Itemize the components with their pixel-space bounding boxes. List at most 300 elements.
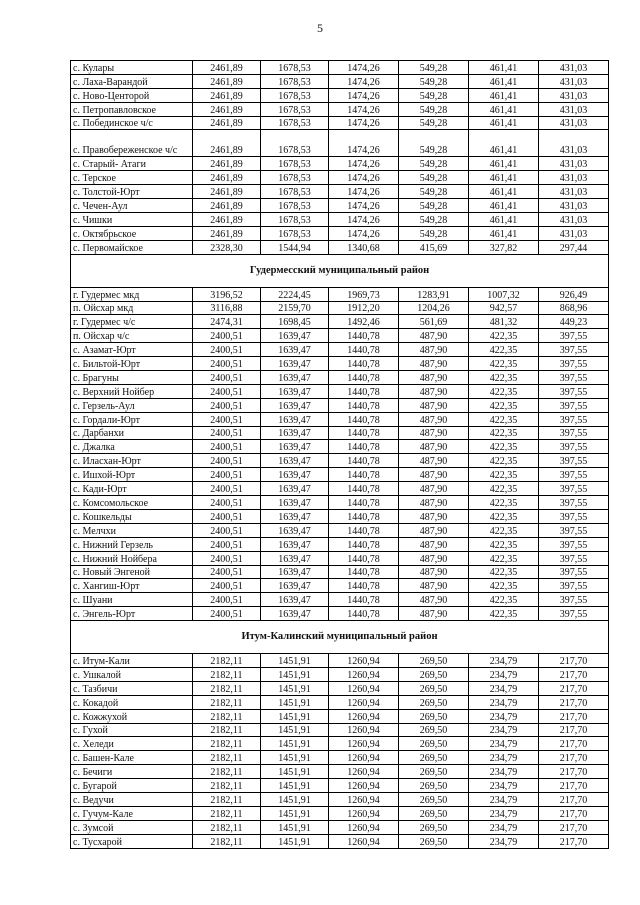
tariff-value: 422,35 (469, 454, 539, 468)
settlement-name: с. Башен-Кале (71, 751, 193, 765)
settlement-name: с. Азамат-Юрт (71, 343, 193, 357)
table-row (71, 551, 609, 565)
tariff-value: 397,55 (539, 593, 609, 607)
tariff-value: 2224,45 (261, 287, 329, 301)
tariff-value: 1678,53 (261, 130, 329, 157)
tariff-value: 422,35 (469, 565, 539, 579)
tariff-value: 1260,94 (329, 792, 399, 806)
tariff-value: 487,90 (399, 343, 469, 357)
tariff-value: 234,79 (469, 765, 539, 779)
tariff-value: 1678,53 (261, 88, 329, 102)
settlement-name: с. Герзель-Аул (71, 398, 193, 412)
tariff-value: 461,41 (469, 130, 539, 157)
tariff-value: 397,55 (539, 412, 609, 426)
settlement-name: с. Брагуны (71, 371, 193, 385)
tariff-value: 422,35 (469, 412, 539, 426)
tariff-value: 1474,26 (329, 102, 399, 116)
tariff-value: 397,55 (539, 454, 609, 468)
tariff-value: 1451,91 (261, 779, 329, 793)
tariff-value: 461,41 (469, 226, 539, 240)
tariff-value: 1969,73 (329, 287, 399, 301)
tariff-value: 487,90 (399, 482, 469, 496)
tariff-value: 431,03 (539, 171, 609, 185)
table-row (71, 240, 609, 254)
tariff-value: 415,69 (399, 240, 469, 254)
tariff-value: 1451,91 (261, 765, 329, 779)
tariff-value: 217,70 (539, 667, 609, 681)
tariff-value: 422,35 (469, 468, 539, 482)
tariff-value: 487,90 (399, 440, 469, 454)
tariff-value: 2461,89 (193, 199, 261, 213)
table-row (71, 751, 609, 765)
tariff-value: 1639,47 (261, 426, 329, 440)
tariff-value: 1451,91 (261, 723, 329, 737)
tariff-value: 461,41 (469, 199, 539, 213)
tariff-value: 2400,51 (193, 551, 261, 565)
tariff-value: 549,28 (399, 171, 469, 185)
table-row (71, 792, 609, 806)
tariff-value: 2400,51 (193, 412, 261, 426)
settlement-name: с. Нижний Нойбера (71, 551, 193, 565)
tariff-value: 397,55 (539, 496, 609, 510)
settlement-name: с. Гухой (71, 723, 193, 737)
tariff-value: 422,35 (469, 384, 539, 398)
tariff-value: 1474,26 (329, 171, 399, 185)
tariff-value: 1639,47 (261, 440, 329, 454)
tariff-value: 2400,51 (193, 426, 261, 440)
tariff-value: 1440,78 (329, 482, 399, 496)
tariff-value: 431,03 (539, 226, 609, 240)
table-row (71, 737, 609, 751)
tariff-value: 2400,51 (193, 565, 261, 579)
tariff-value: 422,35 (469, 398, 539, 412)
tariff-value: 461,41 (469, 213, 539, 227)
tariff-value: 431,03 (539, 199, 609, 213)
tariff-value: 1440,78 (329, 496, 399, 510)
tariff-value: 2182,11 (193, 737, 261, 751)
settlement-name: г. Гудермес ч/с (71, 315, 193, 329)
tariff-value: 234,79 (469, 681, 539, 695)
tariff-value: 2400,51 (193, 607, 261, 621)
table-row (71, 171, 609, 185)
tariff-value: 868,96 (539, 301, 609, 315)
tariff-value: 461,41 (469, 157, 539, 171)
tariff-value: 1639,47 (261, 551, 329, 565)
table-row (71, 482, 609, 496)
tariff-value: 422,35 (469, 551, 539, 565)
tariff-value: 422,35 (469, 523, 539, 537)
table-row (71, 681, 609, 695)
table-row (71, 343, 609, 357)
tariff-value: 2400,51 (193, 593, 261, 607)
tariff-value: 217,70 (539, 792, 609, 806)
tariff-value: 487,90 (399, 537, 469, 551)
tariff-value: 1451,91 (261, 834, 329, 848)
tariff-table (70, 60, 609, 849)
tariff-value: 2461,89 (193, 171, 261, 185)
table-row (71, 593, 609, 607)
tariff-value: 234,79 (469, 709, 539, 723)
tariff-value: 1639,47 (261, 343, 329, 357)
table-row (71, 723, 609, 737)
table-row (71, 287, 609, 301)
tariff-value: 269,50 (399, 806, 469, 820)
tariff-value: 397,55 (539, 440, 609, 454)
tariff-value: 269,50 (399, 667, 469, 681)
tariff-value: 2474,31 (193, 315, 261, 329)
tariff-value: 431,03 (539, 130, 609, 157)
tariff-value: 217,70 (539, 654, 609, 668)
tariff-value: 1440,78 (329, 384, 399, 398)
table-row (71, 496, 609, 510)
tariff-value: 549,28 (399, 102, 469, 116)
table-row (71, 116, 609, 130)
tariff-value: 269,50 (399, 765, 469, 779)
tariff-value: 269,50 (399, 695, 469, 709)
tariff-value: 234,79 (469, 695, 539, 709)
tariff-value: 269,50 (399, 681, 469, 695)
tariff-value: 3196,52 (193, 287, 261, 301)
table-row (71, 806, 609, 820)
tariff-value: 1474,26 (329, 226, 399, 240)
table-row (71, 440, 609, 454)
tariff-value: 1451,91 (261, 806, 329, 820)
tariff-value: 397,55 (539, 468, 609, 482)
tariff-value: 2400,51 (193, 523, 261, 537)
settlement-name: п. Ойсхар мкд (71, 301, 193, 315)
tariff-value: 2182,11 (193, 806, 261, 820)
tariff-value: 461,41 (469, 116, 539, 130)
settlement-name: с. Нижний Герзель (71, 537, 193, 551)
tariff-value: 449,23 (539, 315, 609, 329)
tariff-value: 549,28 (399, 88, 469, 102)
tariff-value: 217,70 (539, 723, 609, 737)
tariff-value: 217,70 (539, 765, 609, 779)
table-row (71, 371, 609, 385)
tariff-value: 2182,11 (193, 751, 261, 765)
tariff-value: 1474,26 (329, 74, 399, 88)
tariff-value: 487,90 (399, 579, 469, 593)
tariff-value: 234,79 (469, 723, 539, 737)
tariff-value: 2461,89 (193, 213, 261, 227)
tariff-value: 1678,53 (261, 61, 329, 75)
tariff-value: 1474,26 (329, 116, 399, 130)
tariff-value: 234,79 (469, 806, 539, 820)
tariff-value: 2182,11 (193, 779, 261, 793)
table-row (71, 74, 609, 88)
tariff-value: 1639,47 (261, 537, 329, 551)
settlement-name: с. Побединское ч/с (71, 116, 193, 130)
table-row (71, 454, 609, 468)
settlement-name: с. Иласхан-Юрт (71, 454, 193, 468)
settlement-name: с. Правобереженское ч/с (71, 130, 193, 157)
tariff-value: 269,50 (399, 723, 469, 737)
tariff-value: 217,70 (539, 737, 609, 751)
tariff-value: 2400,51 (193, 329, 261, 343)
tariff-value: 2400,51 (193, 371, 261, 385)
tariff-value: 2182,11 (193, 667, 261, 681)
tariff-value: 1440,78 (329, 537, 399, 551)
tariff-value: 431,03 (539, 88, 609, 102)
tariff-value: 422,35 (469, 329, 539, 343)
tariff-value: 1639,47 (261, 607, 329, 621)
tariff-value: 1639,47 (261, 579, 329, 593)
settlement-name: с. Бечиги (71, 765, 193, 779)
tariff-value: 1260,94 (329, 667, 399, 681)
tariff-value: 397,55 (539, 384, 609, 398)
tariff-value: 2461,89 (193, 74, 261, 88)
tariff-value: 487,90 (399, 398, 469, 412)
tariff-value: 1440,78 (329, 468, 399, 482)
tariff-value: 397,55 (539, 509, 609, 523)
tariff-value: 397,55 (539, 579, 609, 593)
table-row (71, 565, 609, 579)
tariff-value: 2461,89 (193, 185, 261, 199)
tariff-value: 487,90 (399, 593, 469, 607)
settlement-name: с. Джалка (71, 440, 193, 454)
tariff-value: 1474,26 (329, 185, 399, 199)
tariff-value: 217,70 (539, 681, 609, 695)
tariff-value: 431,03 (539, 185, 609, 199)
tariff-value: 1204,26 (399, 301, 469, 315)
tariff-value: 2461,89 (193, 130, 261, 157)
tariff-value: 461,41 (469, 102, 539, 116)
settlement-name: с. Кокадой (71, 695, 193, 709)
table-row (71, 412, 609, 426)
tariff-value: 1260,94 (329, 779, 399, 793)
tariff-value: 487,90 (399, 509, 469, 523)
tariff-value: 2461,89 (193, 88, 261, 102)
tariff-value: 1440,78 (329, 454, 399, 468)
tariff-value: 1678,53 (261, 171, 329, 185)
table-row (71, 199, 609, 213)
tariff-value: 461,41 (469, 88, 539, 102)
tariff-value: 487,90 (399, 565, 469, 579)
tariff-value: 269,50 (399, 820, 469, 834)
tariff-value: 431,03 (539, 102, 609, 116)
tariff-value: 431,03 (539, 157, 609, 171)
tariff-value: 1260,94 (329, 695, 399, 709)
tariff-value: 2182,11 (193, 654, 261, 668)
district-heading: Гудермесский муниципальный район (71, 254, 609, 287)
settlement-name: с. Дарбанхи (71, 426, 193, 440)
tariff-value: 2400,51 (193, 537, 261, 551)
table-row (71, 185, 609, 199)
tariff-value: 2400,51 (193, 384, 261, 398)
tariff-value: 1678,53 (261, 213, 329, 227)
tariff-value: 2182,11 (193, 792, 261, 806)
tariff-value: 1440,78 (329, 440, 399, 454)
tariff-value: 549,28 (399, 61, 469, 75)
tariff-value: 234,79 (469, 779, 539, 793)
tariff-value: 2400,51 (193, 468, 261, 482)
settlement-name: с. Бильтой-Юрт (71, 357, 193, 371)
table-row (71, 468, 609, 482)
tariff-value: 487,90 (399, 426, 469, 440)
table-row (71, 315, 609, 329)
tariff-value: 487,90 (399, 412, 469, 426)
tariff-value: 2461,89 (193, 157, 261, 171)
tariff-value: 1639,47 (261, 371, 329, 385)
tariff-value: 487,90 (399, 607, 469, 621)
tariff-value: 234,79 (469, 820, 539, 834)
tariff-value: 1474,26 (329, 157, 399, 171)
tariff-value: 487,90 (399, 329, 469, 343)
tariff-value: 1440,78 (329, 593, 399, 607)
settlement-name: с. Ишхой-Юрт (71, 468, 193, 482)
tariff-value: 269,50 (399, 737, 469, 751)
tariff-value: 2461,89 (193, 226, 261, 240)
settlement-name: с. Первомайское (71, 240, 193, 254)
tariff-value: 1639,47 (261, 482, 329, 496)
settlement-name: с. Зумсой (71, 820, 193, 834)
tariff-value: 397,55 (539, 537, 609, 551)
tariff-value: 397,55 (539, 551, 609, 565)
settlement-name: с. Верхний Нойбер (71, 384, 193, 398)
tariff-value: 397,55 (539, 398, 609, 412)
tariff-value: 234,79 (469, 667, 539, 681)
tariff-value: 2400,51 (193, 509, 261, 523)
tariff-value: 1260,94 (329, 820, 399, 834)
settlement-name: с. Комсомольское (71, 496, 193, 510)
tariff-value: 1451,91 (261, 709, 329, 723)
tariff-table-body (71, 61, 609, 849)
tariff-value: 269,50 (399, 751, 469, 765)
tariff-value: 1260,94 (329, 806, 399, 820)
tariff-value: 397,55 (539, 523, 609, 537)
settlement-name: с. Чечен-Аул (71, 199, 193, 213)
table-row (71, 607, 609, 621)
tariff-value: 422,35 (469, 343, 539, 357)
settlement-name: с. Энгель-Юрт (71, 607, 193, 621)
tariff-value: 1440,78 (329, 551, 399, 565)
tariff-value: 1678,53 (261, 185, 329, 199)
settlement-name: с. Кожжухой (71, 709, 193, 723)
settlement-name: с. Октябрьское (71, 226, 193, 240)
tariff-value: 1492,46 (329, 315, 399, 329)
tariff-value: 1440,78 (329, 357, 399, 371)
tariff-value: 1451,91 (261, 737, 329, 751)
settlement-name: с. Кади-Юрт (71, 482, 193, 496)
settlement-name: с. Бугарой (71, 779, 193, 793)
tariff-value: 397,55 (539, 426, 609, 440)
tariff-value: 431,03 (539, 74, 609, 88)
tariff-value: 2182,11 (193, 834, 261, 848)
settlement-name: с. Петропавловское (71, 102, 193, 116)
tariff-value: 422,35 (469, 509, 539, 523)
table-row (71, 102, 609, 116)
tariff-value: 487,90 (399, 468, 469, 482)
tariff-value: 1639,47 (261, 523, 329, 537)
tariff-value: 926,49 (539, 287, 609, 301)
tariff-value: 1678,53 (261, 157, 329, 171)
tariff-value: 1440,78 (329, 412, 399, 426)
tariff-value: 1639,47 (261, 454, 329, 468)
tariff-value: 487,90 (399, 454, 469, 468)
tariff-value: 1451,91 (261, 681, 329, 695)
tariff-value: 217,70 (539, 695, 609, 709)
table-row (71, 301, 609, 315)
tariff-value: 397,55 (539, 607, 609, 621)
table-row (71, 398, 609, 412)
tariff-value: 561,69 (399, 315, 469, 329)
tariff-value: 1474,26 (329, 61, 399, 75)
tariff-value: 481,32 (469, 315, 539, 329)
tariff-value: 2400,51 (193, 482, 261, 496)
tariff-value: 1474,26 (329, 88, 399, 102)
table-row (71, 509, 609, 523)
table-row (71, 61, 609, 75)
tariff-value: 2400,51 (193, 398, 261, 412)
tariff-value: 1451,91 (261, 751, 329, 765)
tariff-value: 461,41 (469, 185, 539, 199)
tariff-value: 2182,11 (193, 695, 261, 709)
tariff-value: 422,35 (469, 537, 539, 551)
tariff-value: 461,41 (469, 74, 539, 88)
settlement-name: с. Лаха-Варандой (71, 74, 193, 88)
tariff-value: 431,03 (539, 213, 609, 227)
tariff-value: 217,70 (539, 806, 609, 820)
tariff-value: 1440,78 (329, 343, 399, 357)
tariff-value: 1007,32 (469, 287, 539, 301)
table-row (71, 765, 609, 779)
settlement-name: с. Тазбичи (71, 681, 193, 695)
tariff-value: 397,55 (539, 565, 609, 579)
tariff-value: 397,55 (539, 482, 609, 496)
tariff-value: 397,55 (539, 329, 609, 343)
tariff-value: 422,35 (469, 593, 539, 607)
tariff-value: 487,90 (399, 371, 469, 385)
tariff-value: 2328,30 (193, 240, 261, 254)
tariff-value: 2400,51 (193, 454, 261, 468)
tariff-value: 1451,91 (261, 792, 329, 806)
tariff-value: 1698,45 (261, 315, 329, 329)
page-number: 5 (317, 21, 323, 35)
settlement-name: с. Терское (71, 171, 193, 185)
tariff-value: 422,35 (469, 371, 539, 385)
settlement-name: г. Гудермес мкд (71, 287, 193, 301)
tariff-value: 217,70 (539, 820, 609, 834)
tariff-value: 2461,89 (193, 102, 261, 116)
tariff-value: 297,44 (539, 240, 609, 254)
tariff-value: 422,35 (469, 496, 539, 510)
tariff-value: 397,55 (539, 357, 609, 371)
tariff-value: 2182,11 (193, 709, 261, 723)
tariff-value: 487,90 (399, 496, 469, 510)
tariff-value: 549,28 (399, 185, 469, 199)
settlement-name: с. Кошкельды (71, 509, 193, 523)
table-row (71, 213, 609, 227)
tariff-value: 2159,70 (261, 301, 329, 315)
tariff-value: 1440,78 (329, 398, 399, 412)
settlement-name: с. Чишки (71, 213, 193, 227)
tariff-value: 431,03 (539, 61, 609, 75)
tariff-value: 549,28 (399, 130, 469, 157)
tariff-value: 1639,47 (261, 496, 329, 510)
tariff-value: 549,28 (399, 116, 469, 130)
tariff-value: 431,03 (539, 116, 609, 130)
table-row (71, 834, 609, 848)
tariff-value: 217,70 (539, 751, 609, 765)
settlement-name: п. Ойсхар ч/с (71, 329, 193, 343)
table-row (71, 384, 609, 398)
tariff-value: 269,50 (399, 709, 469, 723)
tariff-value: 269,50 (399, 792, 469, 806)
tariff-value: 422,35 (469, 357, 539, 371)
tariff-value: 1440,78 (329, 509, 399, 523)
tariff-value: 1440,78 (329, 523, 399, 537)
settlement-name: с. Толстой-Юрт (71, 185, 193, 199)
